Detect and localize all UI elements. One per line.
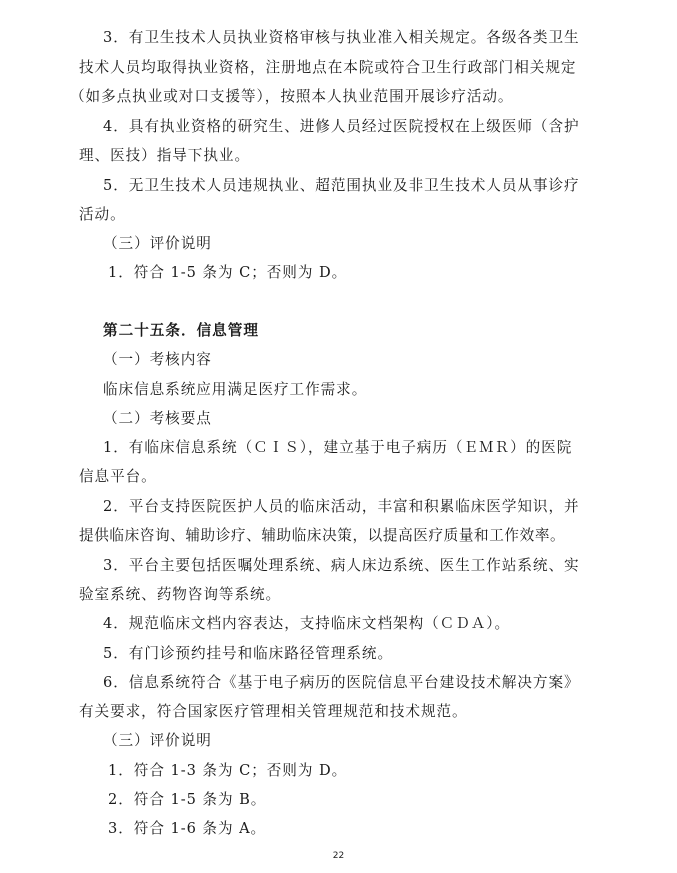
paragraph-line: 1．符合 1-5 条为 C；否则为 D。 xyxy=(108,264,348,281)
page-number: 22 xyxy=(332,851,345,861)
paragraph-line: 技术人员均取得执业资格，注册地点在本院或符合卫生行政部门相关规定 xyxy=(79,59,577,76)
paragraph-line: （如多点执业或对口支援等），按照本人执业范围开展诊疗活动。 xyxy=(70,88,514,105)
section-subheading: （一）考核内容 xyxy=(103,351,212,368)
paragraph-line: 1．有临床信息系统（ＣＩＳ），建立基于电子病历（ＥＭＲ）的医院 xyxy=(103,439,573,456)
paragraph-line: 4．具有执业资格的研究生、进修人员经过医院授权在上级医师（含护 xyxy=(103,118,580,135)
section-subheading: （三）评价说明 xyxy=(103,732,212,749)
paragraph-line: 临床信息系统应用满足医疗工作需求。 xyxy=(103,381,368,398)
paragraph-line: 3．平台主要包括医嘱处理系统、病人床边系统、医生工作站系统、实 xyxy=(103,557,580,574)
paragraph-line: 活动。 xyxy=(79,206,126,223)
paragraph-line: 1．符合 1-3 条为 C；否则为 D。 xyxy=(108,762,348,779)
paragraph-line: 3．符合 1-6 条为 A。 xyxy=(108,820,267,837)
section-subheading: （三）评价说明 xyxy=(103,235,212,252)
paragraph-line: 理、医技）指导下执业。 xyxy=(79,147,250,164)
paragraph-line: 6．信息系统符合《基于电子病历的医院信息平台建设技术解决方案》 xyxy=(103,674,580,691)
paragraph-line: 2．符合 1-5 条为 B。 xyxy=(108,791,267,808)
paragraph-line: 5．有门诊预约挂号和临床路径管理系统。 xyxy=(103,645,394,662)
paragraph-line: 5．无卫生技术人员违规执业、超范围执业及非卫生技术人员从事诊疗 xyxy=(103,177,580,194)
paragraph-line: 验室系统、药物咨询等系统。 xyxy=(79,586,282,603)
paragraph-line: 信息平台。 xyxy=(79,468,157,485)
paragraph-line: 提供临床咨询、辅助诊疗、辅助临床决策，以提高医疗质量和工作效率。 xyxy=(79,527,566,544)
paragraph-line: 3．有卫生技术人员执业资格审核与执业准入相关规定。各级各类卫生 xyxy=(103,29,580,46)
paragraph-line: 有关要求，符合国家医疗管理相关管理规范和技术规范。 xyxy=(79,703,468,720)
article-heading: 第二十五条．信息管理 xyxy=(103,322,259,339)
section-subheading: （二）考核要点 xyxy=(103,410,212,427)
paragraph-line: 4．规范临床文档内容表达，支持临床文档架构（ＣＤＡ）。 xyxy=(103,615,511,632)
paragraph-line: 2．平台支持医院医护人员的临床活动，丰富和积累临床医学知识，并 xyxy=(103,498,580,515)
